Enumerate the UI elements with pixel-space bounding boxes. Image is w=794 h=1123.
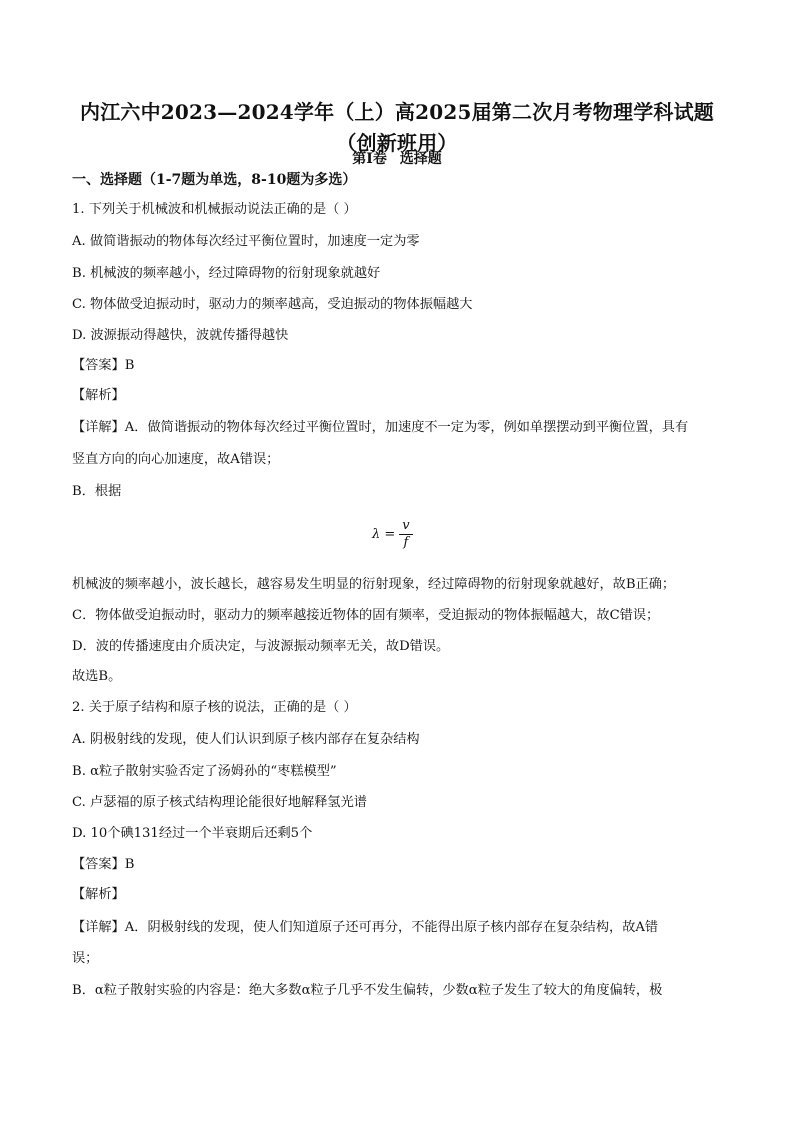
exam-subtitle: （创新班用） (336, 131, 458, 155)
q1-detail-line-4: 机械波的频率越小，波长越长，越容易发生明显的衍射现象，经过障碍物的衍射现象就越好，故B正确； (72, 577, 676, 592)
q2-detail-line-1: 【详解】A．阴极射线的发现，使人们知道原子还可再分，不能得出原子核内部存在复杂结构，故A错 (72, 920, 659, 935)
q2-answer: 【答案】B (72, 857, 135, 872)
exam-title: 内江六中2023—2024学年（上）高2025届第二次月考物理学科试题 (80, 100, 714, 124)
q2-analysis-label: 【解析】 (72, 887, 125, 902)
q1-option-b: B. 机械波的频率越小，经过障碍物的衍射现象就越好 (72, 266, 381, 281)
q1-option-a: A. 做简谐振动的物体每次经过平衡位置时，加速度一定为零 (72, 234, 420, 249)
q1-stem: 1. 下列关于机械波和机械振动说法正确的是（ ） (72, 202, 357, 217)
formula-denominator: f (403, 535, 409, 550)
formula-fraction (399, 518, 412, 551)
q2-option-c: C. 卢瑟福的原子核式结构理论能很好地解释氢光谱 (72, 795, 367, 810)
q1-analysis-label: 【解析】 (72, 388, 125, 403)
q1-option-c: C. 物体做受迫振动时，驱动力的频率越高，受迫振动的物体振幅越大 (72, 297, 473, 312)
q1-answer: 【答案】B (72, 358, 135, 373)
q1-option-d: D. 波源振动得越快，波就传播得越快 (72, 328, 289, 343)
q1-detail-line-5: C．物体做受迫振动时，驱动力的频率越接近物体的固有频率，受迫振动的物体振幅越大，故C错误； (72, 608, 660, 623)
q1-conclusion: 故选B。 (72, 669, 122, 684)
q2-option-b: B. α粒子散射实验否定了汤姆孙的“枣糕模型” (72, 764, 337, 779)
formula-lhs: λ = (372, 527, 396, 542)
q2-option-d: D. 10个碘131经过一个半衰期后还剩5个 (72, 826, 313, 841)
q2-detail-line-3: B．α粒子散射实验的内容是：绝大多数α粒子几乎不发生偏转，少数α粒子发生了较大的角度偏转，极 (72, 983, 663, 998)
q2-option-a: A. 阴极射线的发现，使人们认识到原子核内部存在复杂结构 (72, 732, 420, 747)
q1-detail-line-6: D．波的传播速度由介质决定，与波源振动频率无关，故D错误。 (72, 639, 450, 654)
wavelength-formula (372, 518, 413, 551)
q1-detail-line-1: 【详解】A．做简谐振动的物体每次经过平衡位置时，加速度不一定为零，例如单摆摆动到平衡位置，具有 (72, 420, 689, 435)
formula-numerator: v (399, 518, 412, 535)
q1-detail-line-2: 竖直方向的向心加速度，故A错误； (72, 452, 280, 467)
section-heading: 一、选择题（1-7题为单选，8-10题为多选） (72, 172, 357, 188)
volume-heading: 第Ⅰ卷 选择题 (352, 151, 442, 167)
q1-detail-line-3: B．根据 (72, 484, 122, 499)
q2-stem: 2. 关于原子结构和原子核的说法，正确的是（ ） (72, 700, 357, 715)
q2-detail-line-2: 误； (72, 951, 99, 966)
